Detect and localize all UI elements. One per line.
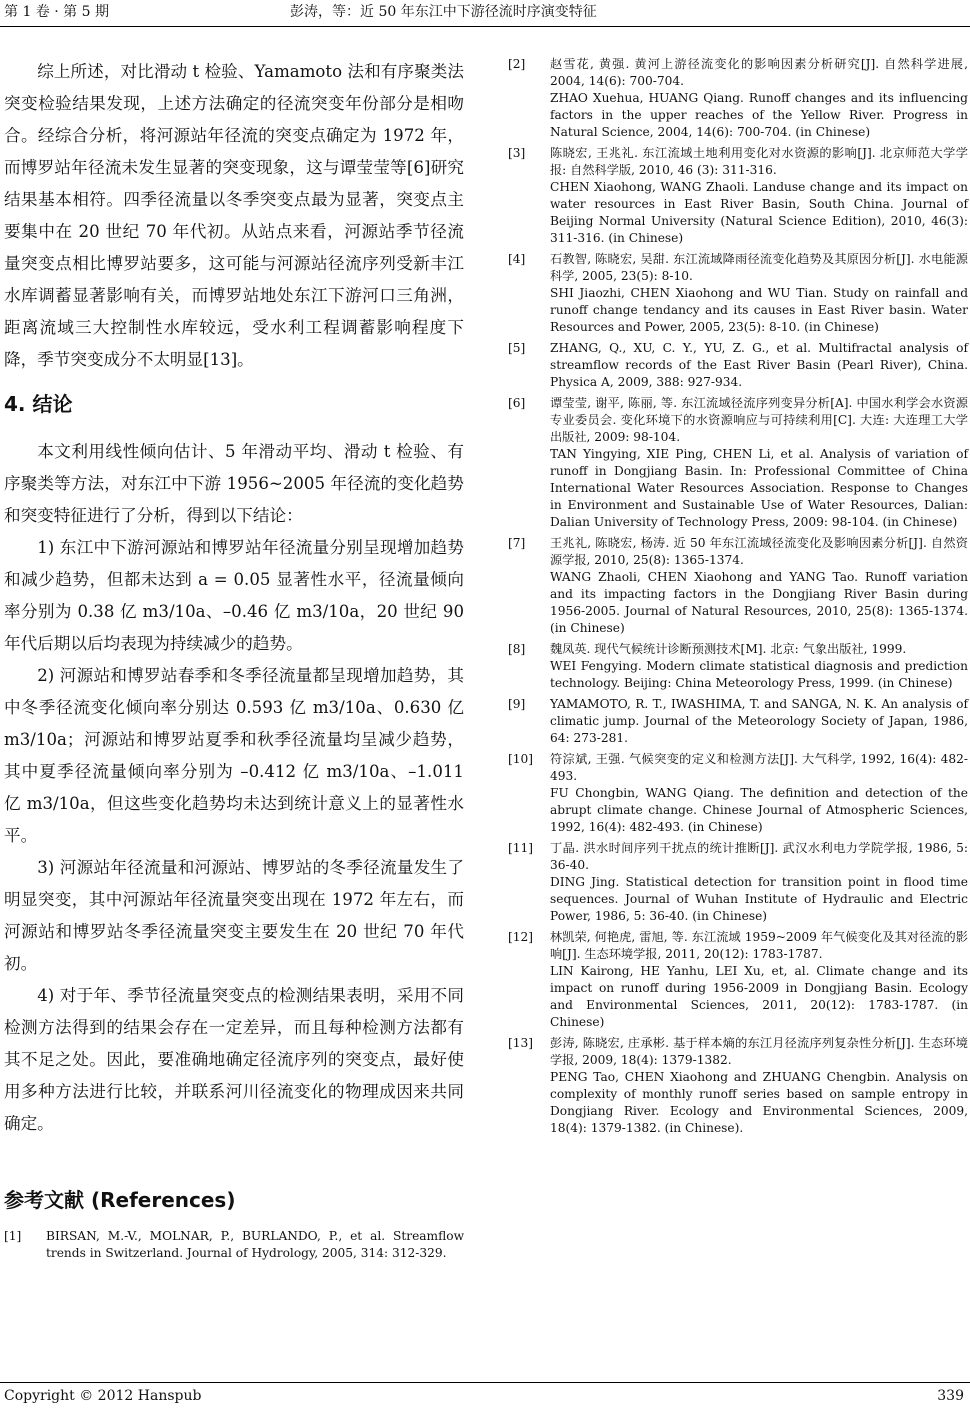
running-header [0, 0, 970, 26]
reference-item [508, 840, 968, 925]
reference-item [508, 641, 968, 692]
reference-text-zh: 符淙斌, 王强. 气候突变的定义和检测方法[J]. 大气科学, 1992, 16(4): 482-493. [550, 752, 968, 783]
reference-number: [9] [508, 697, 526, 711]
reference-number: [4] [508, 252, 526, 266]
section-heading-conclusion: 4. 结论 [4, 392, 73, 416]
reference-item [508, 929, 968, 1031]
reference-text-en: WANG Zhaoli, CHEN Xiaohong and YANG Tao. Runoff variation and its impacting factors in the Dongjiang River Basin during 1956-2005. Journal of Natural Resources, 2010, 25(8): 1365-1374. (in Chinese) [550, 570, 968, 635]
reference-number: [7] [508, 536, 526, 550]
reference-text-en: YAMAMOTO, R. T., IWASHIMA, T. and SANGA, N. K. An analysis of climatic jump. Journal of the Meteorology Society of Japan, 1986, 64: 273-281. [550, 697, 968, 745]
conclusion-item-3: 3) 河源站年径流量和河源站、博罗站的冬季径流量发生了明显突变，其中河源站年径流量突变出现在 1972 年左右，而河源站和博罗站冬季径流量突变主要发生在 20 世纪 70 年代初。 [4, 858, 464, 973]
reference-text-zh: 石教智, 陈晓宏, 吴甜. 东江流域降雨径流变化趋势及其原因分析[J]. 水电能源科学, 2005, 23(5): 8-10. [550, 252, 968, 283]
reference-item [508, 340, 968, 391]
conclusion-item-1: 1) 东江中下游河源站和博罗站年径流量分别呈现增加趋势和减少趋势，但都未达到 a = 0.05 显著性水平，径流量倾向率分别为 0.38 亿 m3/10a、–0.46 亿 m3/10a，20 世纪 90 年代后期以后均表现为持续减少的趋势。 [4, 538, 464, 653]
reference-text-zh: 彭涛, 陈晓宏, 庄承彬. 基于样本熵的东江月径流序列复杂性分析[J]. 生态环境学报, 2009, 18(4): 1379-1382. [550, 1036, 968, 1067]
reference-item [508, 535, 968, 637]
right-column-references [508, 56, 968, 1141]
header-rule [0, 26, 970, 27]
reference-item [508, 251, 968, 336]
reference-text-zh: 丁晶. 洪水时间序列干扰点的统计推断[J]. 武汉水利电力学院学报, 1986, 5: 36-40. [550, 841, 968, 872]
reference-text-zh: 魏凤英. 现代气候统计诊断预测技术[M]. 北京: 气象出版社, 1999. [550, 642, 907, 656]
running-title: 彭涛，等：近 50 年东江中下游径流时序演变特征 [290, 4, 597, 20]
reference-number: [10] [508, 752, 534, 766]
reference-text-en: SHI Jiaozhi, CHEN Xiaohong and WU Tian. Study on rainfall and runoff change tendancy and its causes in East River basin. Water Resources and Power, 2005, 23(5): 8-10. (in Chinese) [550, 286, 968, 334]
reference-number: [1] [4, 1229, 22, 1243]
conclusion-item-2: 2) 河源站和博罗站春季和冬季径流量都呈现增加趋势，其中冬季径流变化倾向率分别达 0.593 亿 m3/10a、0.630 亿 m3/10a；河源站和博罗站夏季和秋季径流量均呈减少趋势，其中夏季径流量倾向率分别为 –0.412 亿 m3/10a、–1.011 亿 m3/10a，但这些变化趋势均未达到统计意义上的显著性水平。 [4, 666, 464, 845]
reference-item [508, 395, 968, 531]
reference-text-en: PENG Tao, CHEN Xiaohong and ZHUANG Chengbin. Analysis on complexity of monthly runoff series based on sample entropy in Dongjiang River. Ecology and Environmental Sciences, 2009, 18(4): 1379-1382. (in Chinese). [550, 1070, 968, 1135]
reference-text-en: BIRSAN, M.-V., MOLNAR, P., BURLANDO, P., et al. Streamflow trends in Switzerland. Journal of Hydrology, 2005, 314: 312-329. [46, 1229, 464, 1260]
reference-item [508, 751, 968, 836]
reference-item [508, 56, 968, 141]
reference-text-en: ZHANG, Q., XU, C. Y., YU, Z. G., et al. Multifractal analysis of streamflow records of the East River Basin (Pearl River), China. Physica A, 2009, 388: 927-934. [550, 341, 968, 389]
reference-item [508, 145, 968, 247]
reference-number: [5] [508, 341, 526, 355]
left-column [4, 56, 464, 1266]
reference-number: [13] [508, 1036, 534, 1050]
reference-text-zh: 谭莹莹, 谢平, 陈丽, 等. 东江流域径流序列变异分析[A]. 中国水利学会水资源专业委员会. 变化环境下的水资源响应与可持续利用[C]. 大连: 大连理工大学出版社, 2009: 98-104. [550, 396, 968, 444]
reference-text-en: CHEN Xiaohong, WANG Zhaoli. Landuse change and its impact on water resources in East River Basin, South China. Journal of Beijing Normal University (Natural Science Edition), 2010, 46(3): 311-316. (in Chinese) [550, 180, 968, 245]
references-heading: 参考文献 (References) [4, 1188, 236, 1212]
footer-rule [0, 1382, 970, 1383]
copyright: Copyright © 2012 Hanspub [4, 1388, 202, 1404]
reference-number: [12] [508, 930, 534, 944]
reference-number: [11] [508, 841, 534, 855]
reference-number: [3] [508, 146, 526, 160]
conclusion-item-4: 4) 对于年、季节径流量突变点的检测结果表明，采用不同检测方法得到的结果会存在一定差异，而且每种检测方法都有其不足之处。因此，要准确地确定径流序列的突变点，最好使用多种方法进行比较，并联系河川径流变化的物理成因来共同确定。 [4, 986, 464, 1133]
reference-text-en: DING Jing. Statistical detection for transition point in flood time sequences. Journal of Wuhan Institute of Hydraulic and Electric Power, 1986, 5: 36-40. (in Chinese) [550, 875, 968, 923]
reference-text-en: WEI Fengying. Modern climate statistical diagnosis and prediction technology. Beijing: China Meteorology Press, 1999. (in Chinese) [550, 659, 968, 690]
volume-issue: 第 1 卷 · 第 5 期 [4, 4, 109, 20]
reference-item [4, 1228, 464, 1262]
reference-text-en: ZHAO Xuehua, HUANG Qiang. Runoff changes and its influencing factors in the upper reaches of the Yellow River. Progress in Natural Science, 2004, 14(6): 700-704. (in Chinese) [550, 91, 968, 139]
reference-number: [2] [508, 57, 526, 71]
conclusion-intro: 本文利用线性倾向估计、5 年滑动平均、滑动 t 检验、有序聚类等方法，对东江中下游 1956~2005 年径流的变化趋势和突变特征进行了分析，得到以下结论： [4, 442, 464, 525]
reference-text-zh: 林凯荣, 何艳虎, 雷旭, 等. 东江流域 1959~2009 年气候变化及其对径流的影响[J]. 生态环境学报, 2011, 20(12): 1783-1787. [550, 930, 968, 961]
reference-text-en: TAN Yingying, XIE Ping, CHEN Li, et al. Analysis of variation of runoff in Dongjiang Basin. In: Professional Committee of China International Water Resources Association. Response to Changes in Environment and Sustainable Use of Water Resources, Dalian: Dalian University of Technology Press, 2009: 98-104. (in Chinese) [550, 447, 968, 529]
page-number: 339 [937, 1388, 964, 1404]
reference-number: [6] [508, 396, 526, 410]
reference-text-zh: 王兆礼, 陈晓宏, 杨涛. 近 50 年东江流域径流变化及影响因素分析[J]. 自然资源学报, 2010, 25(8): 1365-1374. [550, 536, 968, 567]
reference-text-zh: 陈晓宏, 王兆礼. 东江流域土地利用变化对水资源的影响[J]. 北京师范大学学报: 自然科学版, 2010, 46 (3): 311-316. [550, 146, 968, 177]
reference-number: [8] [508, 642, 526, 656]
reference-text-en: LIN Kairong, HE Yanhu, LEI Xu, et, al. Climate change and its impact on runoff during 1956-2009 in Dongjiang Basin. Ecology and Environmental Sciences, 2011, 20(12): 1783-1787. (in Chinese) [550, 964, 968, 1029]
reference-text-zh: 赵雪花, 黄强. 黄河上游径流变化的影响因素分析研究[J]. 自然科学进展, 2004, 14(6): 700-704. [550, 57, 968, 88]
reference-item [508, 696, 968, 747]
intro-paragraph: 综上所述，对比滑动 t 检验、Yamamoto 法和有序聚类法突变检验结果发现，上述方法确定的径流突变年份部分是相吻合。经综合分析，将河源站年径流的突变点确定为 1972 年，而博罗站年径流未发生显著的突变现象，这与谭莹莹等[6]研究结果基本相符。四季径流量以冬季突变点最为显著，突变点主要集中在 20 世纪 70 年代初。从站点来看，河源站季节径流量突变点相比博罗站要多，这可能与河源站径流序列受新丰江水库调蓄显著影响有关，而博罗站地处东江下游河口三角洲，距离流域三大控制性水库较远，受水利工程调蓄影响程度下降，季节突变成分不太明显[13]。 [4, 62, 464, 369]
reference-text-en: FU Chongbin, WANG Qiang. The definition and detection of the abrupt climate change. Chinese Journal of Atmospheric Sciences, 1992, 16(4): 482-493. (in Chinese) [550, 786, 968, 834]
reference-item [508, 1035, 968, 1137]
